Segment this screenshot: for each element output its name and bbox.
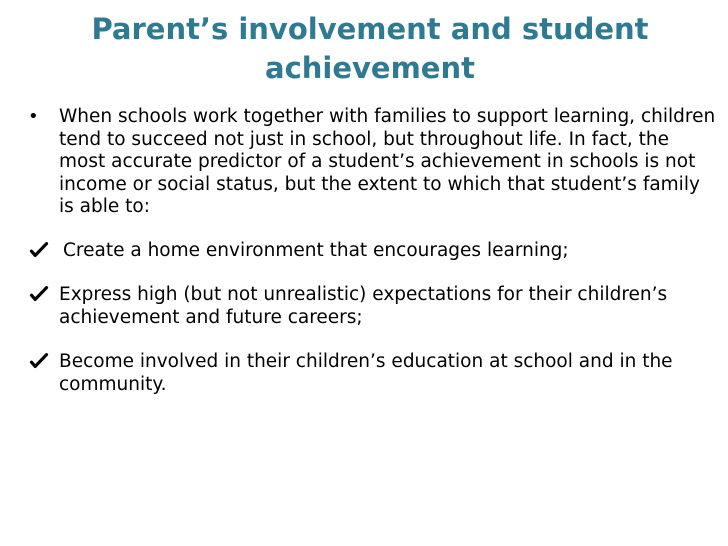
content-list: [0, 106, 722, 396]
check-mark-icon: [28, 284, 50, 306]
check-mark-icon: [28, 351, 50, 373]
checklist-item: [0, 284, 722, 329]
checklist-item: [0, 240, 722, 263]
checklist-text: Become involved in their children’s education at school and in the community.: [59, 351, 673, 395]
check-mark-icon: [28, 240, 50, 262]
checklist-item: [0, 351, 722, 396]
checklist-text: Create a home environment that encourages learning;: [63, 239, 569, 261]
bullet-dot-icon: •: [28, 106, 39, 127]
intro-bullet: [0, 106, 722, 219]
checklist-text: Express high (but not unrealistic) expectations for their children’s achievement and future careers;: [59, 284, 668, 328]
slide-title: Parent’s involvement and student achievement: [91, 12, 649, 85]
intro-text: When schools work together with families to support learning, children tend to succeed not just in school, but throughout life. In fact, the most accurate predictor of a student’s achievement in schools is not income or social status, but the extent to which that student’s family is able to:: [59, 106, 716, 217]
